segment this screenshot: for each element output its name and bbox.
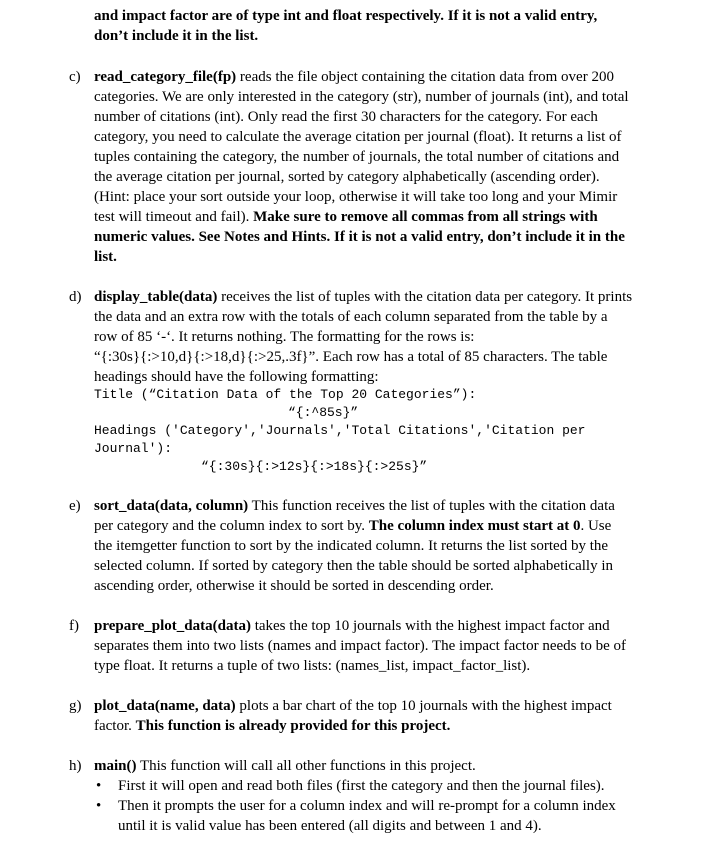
item-c-line-7: (Hint: place your sort outside your loop, otherwise it will take too long and your Mimir — [94, 189, 618, 205]
item-g-function-name: plot_data(name, data) — [94, 698, 236, 714]
item-f-line-1-text: takes the top 10 journals with the highest impact factor and — [250, 618, 610, 634]
intro-line-2: don’t include it in the list. — [94, 28, 259, 44]
item-e-marker: e) — [69, 498, 81, 514]
item-d-line-1-text: receives the list of tuples with the citation data per category. It prints — [217, 289, 633, 305]
item-e-line-3: the itemgetter function to sort by the indicated column. It returns the list sorted by the — [94, 538, 609, 554]
item-f-line-3: type float. It returns a tuple of two lists: (names_list, impact_factor_list). — [94, 658, 531, 674]
item-h-line-1 — [94, 756, 476, 776]
item-c-line-5: tuples containing the category, the number of journals, the total number of citations and — [94, 149, 620, 165]
item-g-line-1 — [94, 696, 612, 716]
item-e-line-1 — [94, 496, 615, 516]
item-c-line-8 — [94, 207, 598, 227]
item-c-line-2: categories. We are only interested in the category (str), number of journals (int), and total — [94, 89, 629, 105]
item-g-line-1-text: plots a bar chart of the top 10 journals with the highest impact — [235, 698, 612, 714]
item-e-line-2-text: per category and the column index to sort by. — [94, 518, 369, 534]
code-headings-line-2: Journal'): — [94, 441, 173, 456]
item-c-marker: c) — [69, 69, 81, 85]
item-d-line-3: row of 85 ‘-‘. It returns nothing. The formatting for the rows is: — [94, 329, 475, 345]
item-d-function-name: display_table(data) — [94, 289, 218, 305]
item-d-line-2: the data and an extra row with the totals of each column separated from the table by a — [94, 309, 608, 325]
item-f-line-2: separates them into two lists (names and impact factor). The impact factor needs to be of — [94, 638, 627, 654]
item-c-line-10: list. — [94, 249, 117, 265]
item-g-line-2-bold: This function is already provided for this project. — [135, 718, 451, 734]
item-d-line-1 — [94, 287, 632, 307]
item-f-line-1 — [94, 616, 610, 636]
item-h-bullet-2: Then it prompts the user for a column index and will re-prompt for a column index — [118, 798, 616, 814]
item-d-marker: d) — [69, 289, 82, 305]
item-e-line-1-text: This function receives the list of tuples with the citation data — [248, 498, 615, 514]
item-c-line-1-text: reads the file object containing the citation data from over 200 — [236, 69, 614, 85]
item-g-marker: g) — [69, 698, 82, 714]
code-headings-format: “{:30s}{:>12s}{:>18s}{:>25s}” — [201, 459, 428, 474]
item-h-function-name: main() — [94, 758, 137, 774]
item-h-marker: h) — [69, 758, 82, 774]
item-e-line-2 — [94, 516, 611, 536]
bullet-icon: • — [96, 798, 102, 814]
item-h-bullet-1: First it will open and read both files (first the category and then the journal files). — [118, 778, 605, 794]
item-c-line-6: the average citation per journal, sorted by category alphabetically (ascending order). — [94, 169, 600, 185]
code-headings-line: Headings ('Category','Journals','Total Citations','Citation per — [94, 423, 586, 438]
item-g-line-2 — [94, 716, 450, 736]
item-f-function-name: prepare_plot_data(data) — [94, 618, 251, 634]
bullet-icon: • — [96, 778, 102, 794]
item-c-line-1 — [94, 67, 614, 87]
item-f-marker: f) — [69, 618, 79, 634]
item-e-line-4: selected column. If sorted by category then the table should be sorted alphabetically in — [94, 558, 613, 574]
item-c-function-name: read_category_file(fp) — [94, 69, 237, 85]
item-c-line-3: number of citations (int). Only read the first 30 characters for the category. For each — [94, 109, 598, 125]
item-h-bullet-2-cont: until it is valid value has been entered (all digits and between 1 and 4). — [118, 818, 542, 834]
item-e-line-2-end: . Use — [580, 518, 612, 534]
code-title-format: “{:^85s}” — [288, 405, 359, 420]
item-g-line-2-text: factor. — [94, 718, 136, 734]
item-c-line-8-text: test will timeout and fail). — [94, 209, 254, 225]
item-c-line-4: category, you need to calculate the average citation per journal (float). It returns a list of — [94, 129, 622, 145]
item-e-line-5: ascending order, otherwise it should be sorted in descending order. — [94, 578, 494, 594]
item-d-line-5: headings should have the following formatting: — [94, 369, 379, 385]
item-d-line-4: “{:30s}{:>10,d}{:>18,d}{:>25,.3f}”. Each row has a total of 85 characters. The table — [94, 349, 608, 365]
item-e-function-name: sort_data(data, column) — [94, 498, 249, 514]
item-h-line-1-text: This function will call all other functions in this project. — [136, 758, 476, 774]
code-title-line: Title (“Citation Data of the Top 20 Categories”): — [94, 387, 477, 402]
item-c-line-8-bold: Make sure to remove all commas from all strings with — [253, 209, 598, 225]
item-c-line-9: numeric values. See Notes and Hints. If it is not a valid entry, don’t include it in the — [94, 229, 625, 245]
item-e-line-2-bold: The column index must start at 0 — [368, 518, 581, 534]
intro-line-1: and impact factor are of type int and float respectively. If it is not a valid entry, — [94, 8, 598, 24]
